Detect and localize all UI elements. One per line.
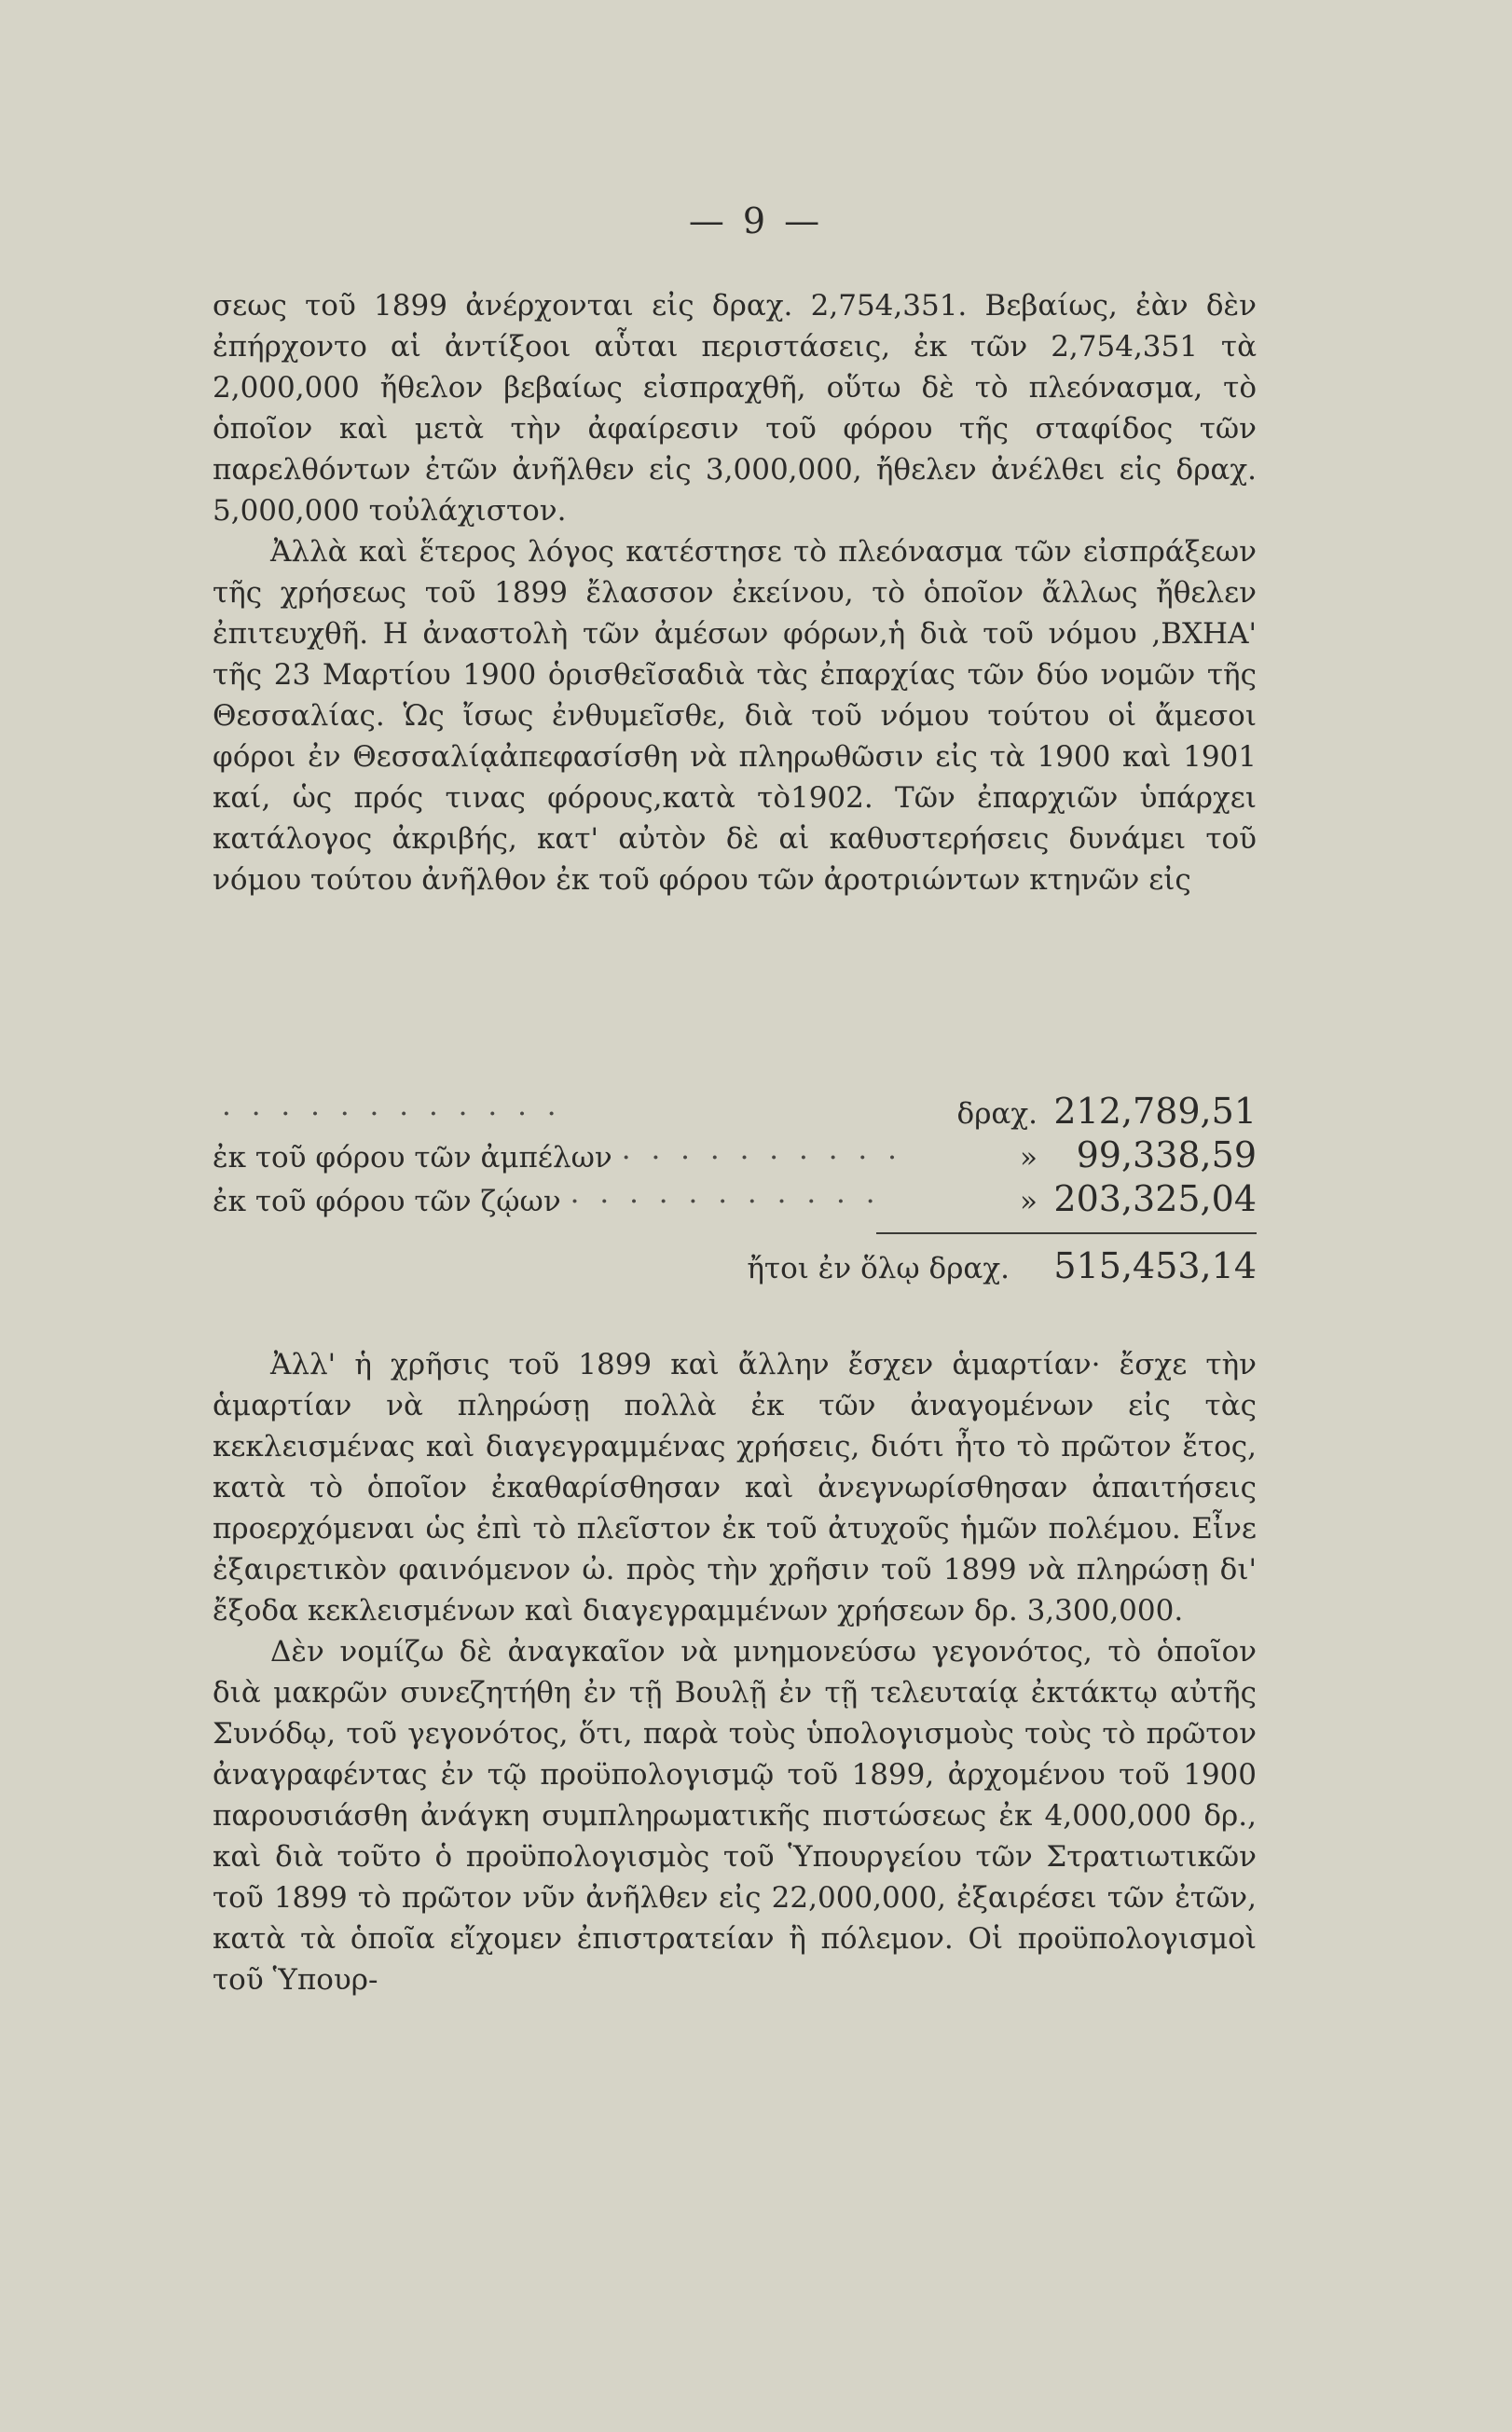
total-rule [876, 1232, 1257, 1234]
tax-arrears-table [213, 1091, 1257, 1222]
text-block-bottom [213, 1344, 1257, 2000]
tax-row-dots: · · · · · · · · · · · · [222, 1097, 562, 1131]
paragraph-1: σεως τοῦ 1899 ἀνέρχονται εἰς δραχ. 2,754,351. Βεβαίως, ἐὰν δὲν ἐπήρχοντο αἱ ἀντίξοοι αὗται περιστάσεις, ἐκ τῶν 2,754,351 τὰ 2,000,000 ἤθελον βεβαίως εἰσπραχθῆ, οὕτω δὲ τὸ πλεόνασμα, τὸ ὁποῖον καὶ μετὰ τὴν ἀφαίρεσιν τοῦ φόρου τῆς σταφίδος τῶν παρελθόντων ἐτῶν ἀνῆλθεν εἰς 3,000,000, ἤθελεν ἀνέλθει εἰς δραχ. 5,000,000 τοὐλάχιστον. [213, 289, 1257, 528]
tax-row [213, 1178, 1257, 1222]
tax-row-unit: δραχ. [956, 1097, 1038, 1131]
tax-total-row [213, 1245, 1257, 1289]
paragraph-3: Ἀλλ' ἡ χρῆσις τοῦ 1899 καὶ ἄλλην ἔσχεν ἁμαρτίαν· ἔσχε τὴν ἁμαρτίαν νὰ πληρώσῃ πολλὰ ἐκ τῶν ἀναγομένων εἰς τὰς κεκλεισμένας καὶ διαγεγραμμένας χρήσεις, διότι ἦτο τὸ πρῶτον ἔτος, κατὰ τὸ ὁποῖον ἐκαθαρίσθησαν καὶ ἀνεγνωρίσθησαν ἀπαιτήσεις προερχόμεναι ὡς ἐπὶ τὸ πλεῖστον ἐκ τοῦ ἀτυχοῦς ἡμῶν πολέμου. Εἶνε ἐξαιρετικὸν φαινόμενον ὠ. πρὸς τὴν χρῆσιν τοῦ 1899 νὰ πληρώσῃ δι' ἔξοδα κεκλεισμένων καὶ διαγεγραμμένων χρήσεων δρ. 3,300,000. [213, 1348, 1257, 1628]
tax-row [213, 1134, 1257, 1178]
tax-total-amount: 515,453,14 [1053, 1245, 1257, 1286]
tax-row [213, 1091, 1257, 1134]
page-number: — 9 — [688, 200, 824, 241]
tax-row-label: ἐκ τοῦ φόρου τῶν ζῴων [213, 1185, 561, 1218]
text-block-top [213, 285, 1257, 900]
paragraph-4: Δὲν νομίζω δὲ ἀναγκαῖον νὰ μνημονεύσω γεγονότος, τὸ ὁποῖον διὰ μακρῶν συνεζητήθη ἐν τῇ Βουλῇ ἐν τῇ τελευταίᾳ ἐκτάκτῳ αὐτῆς Συνόδῳ, τοῦ γεγονότος, ὅτι, παρὰ τοὺς ὑπολογισμοὺς τοὺς τὸ πρῶτον ἀναγραφέντας ἐν τῷ προϋπολογισμῷ τοῦ 1899, ἀρχομένου τοῦ 1900 παρουσιάσθη ἀνάγκη συμπληρωματικῆς πιστώσεως ἐκ 4,000,000 δρ., καὶ διὰ τοῦτο ὁ προϋπολογισμὸς τοῦ Ὑπουργείου τῶν Στρατιωτικῶν τοῦ 1899 τὸ πρῶτον νῦν ἀνῆλθεν εἰς 22,000,000, ἐξαιρέσει τῶν ἐτῶν, κατὰ τὰ ὁποῖα εἴχομεν ἐπιστρατείαν ἢ πόλεμον. Οἱ προϋπολογισμοὶ τοῦ Ὑπουρ- [213, 1635, 1257, 1997]
tax-row-amount: 203,325,04 [1053, 1178, 1257, 1219]
tax-row-amount: 99,338,59 [1076, 1134, 1257, 1175]
tax-row-label: ἐκ τοῦ φόρου τῶν ἀμπέλων [213, 1141, 612, 1175]
tax-row-dots: · · · · · · · · · · [621, 1141, 902, 1175]
tax-row-unit: » [1020, 1185, 1038, 1218]
tax-row-dots: · · · · · · · · · · · [570, 1185, 881, 1218]
tax-total-label: ἤτοι ἐν ὅλῳ δραχ. [747, 1252, 1010, 1285]
paragraph-2: Ἀλλὰ καὶ ἕτερος λόγος κατέστησε τὸ πλεόνασμα τῶν εἰσπράξεων τῆς χρήσεως τοῦ 1899 ἔλασσον ἐκείνου, τὸ ὁποῖον ἄλλως ἤθελεν ἐπιτευχθῆ. Η ἀναστολὴ τῶν ἀμέσων φόρων,ἡ διὰ τοῦ νόμου ,ΒΧΗΑ' τῆς 23 Μαρτίου 1900 ὁρισθεῖσαδιὰ τὰς ἐπαρχίας τῶν δύο νομῶν τῆς Θεσσαλίας. Ὡς ἴσως ἐνθυμεῖσθε, διὰ τοῦ νόμου τούτου οἱ ἄμεσοι φόροι ἐν Θεσσαλίᾳἀπεφασίσθη νὰ πληρωθῶσιν εἰς τὰ 1900 καὶ 1901 καί, ὡς πρός τινας φόρους,κατὰ τὸ1902. Τῶν ἐπαρχιῶν ὑπάρχει κατάλογος ἀκριβής, κατ' αὐτὸν δὲ αἱ καθυστερήσεις δυνάμει τοῦ νόμου τούτου ἀνῆλθον ἐκ τοῦ φόρου τῶν ἀροτριώντων κτηνῶν εἰς [213, 535, 1257, 897]
tax-row-amount: 212,789,51 [1053, 1091, 1257, 1132]
tax-row-unit: » [1020, 1141, 1038, 1175]
